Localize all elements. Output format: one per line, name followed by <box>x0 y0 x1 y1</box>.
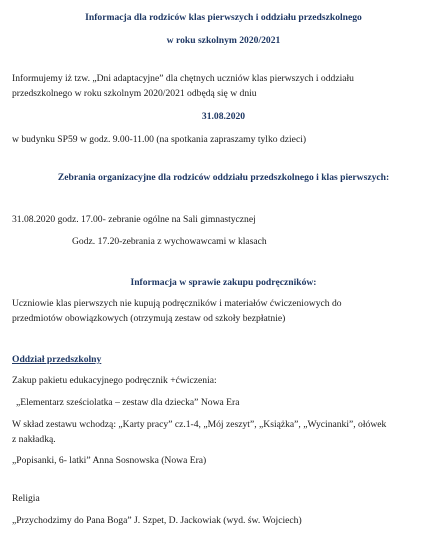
preschool-line-5: „Popisanki, 6- latki” Anna Sosnowska (Nowa Era) <box>12 455 207 466</box>
preschool-line-4: z nakładką. <box>12 434 56 445</box>
textbooks-line-2: przedmiotów obowiązkowych (otrzymują zestaw od szkoły bezpłatnie) <box>12 313 286 324</box>
preschool-section-title: Oddział przedszkolny <box>12 354 102 365</box>
meetings-line-1: 31.08.2020 godz. 17.00- zebranie ogólne na Sali gimnastycznej <box>12 214 256 225</box>
religion-line-1: „Przychodzimy do Pana Boga” J. Szpet, D. Jackowiak (wyd. św. Wojciech) <box>12 515 302 526</box>
adaptation-paragraph-line-3: w budynku SP59 w godz. 9.00-11.00 (na spotkania zapraszamy tylko dzieci) <box>12 134 307 145</box>
preschool-line-3: W skład zestawu wchodzą: „Karty pracy” cz.1-4, „Mój zeszyt”, „Książka”, „Wycinanki”, ołówek <box>12 419 387 430</box>
document-title-line-2: w roku szkolnym 2020/2021 <box>166 35 281 46</box>
document-title-line-1: Informacja dla rodziców klas pierwszych i oddziału przedszkolnego <box>85 12 362 23</box>
preschool-line-2: „Elementarz sześciolatka – zestaw dla dziecka” Nowa Era <box>16 397 240 408</box>
textbooks-line-1: Uczniowie klas pierwszych nie kupują podręczników i materiałów ćwiczeniowych do <box>12 298 342 309</box>
preschool-line-1: Zakup pakietu edukacyjnego podręcznik +ćwiczenia: <box>12 375 217 386</box>
religion-label: Religia <box>12 493 40 504</box>
adaptation-paragraph-line-1: Informujemy iż tzw. „Dni adaptacyjne” dla chętnych uczniów klas pierwszych i oddziału <box>12 73 354 84</box>
textbooks-heading: Informacja w sprawie zakupu podręczników: <box>130 277 317 288</box>
adaptation-paragraph-line-2: przedszkolnego w roku szkolnym 2020/2021 odbędą się w dniu <box>12 88 257 99</box>
meetings-heading: Zebrania organizacyjne dla rodziców oddziału przedszkolnego i klas pierwszych: <box>57 172 390 183</box>
meetings-line-2: Godz. 17.20-zebrania z wychowawcami w klasach <box>72 236 267 247</box>
adaptation-date: 31.08.2020 <box>201 111 246 122</box>
